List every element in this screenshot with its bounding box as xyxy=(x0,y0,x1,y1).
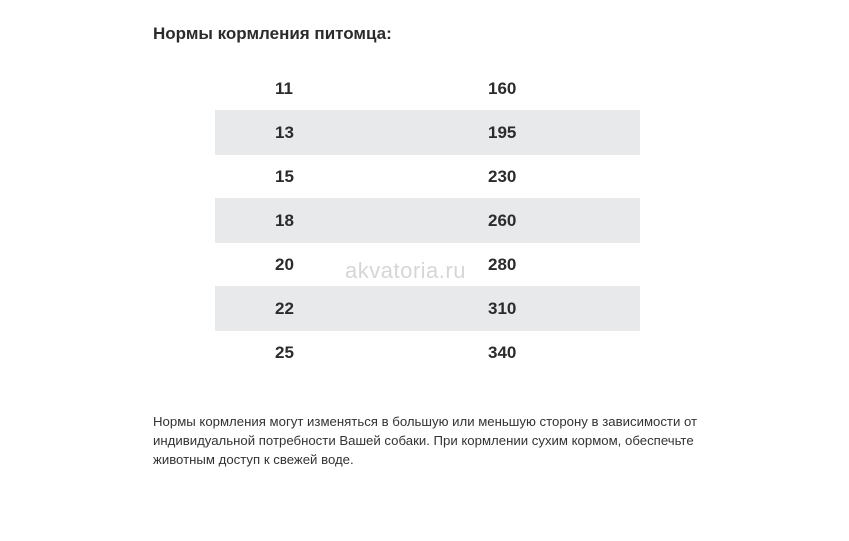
table-row xyxy=(215,110,640,155)
table-cell: 230 xyxy=(488,166,517,186)
table-row xyxy=(215,243,640,286)
table-cell: 260 xyxy=(488,210,517,230)
table-cell: 11 xyxy=(275,78,293,98)
table-cell: 20 xyxy=(275,254,294,274)
table-cell: 195 xyxy=(488,122,517,142)
table-row xyxy=(215,155,640,198)
table-row xyxy=(215,198,640,243)
watermark: akvatoria.ru xyxy=(345,258,466,283)
table-cell: 310 xyxy=(488,298,517,318)
table-cell: 22 xyxy=(275,298,294,318)
feeding-table xyxy=(215,67,640,374)
table-cell: 25 xyxy=(275,342,294,362)
table-cell: 280 xyxy=(488,254,517,274)
feeding-note: Нормы кормления могут изменяться в большую или меньшую сторону в зависимости от индивидуальной потребности Вашей собаки. При кормлении сухим кормом, обеспечьте животным доступ к свежей воде. xyxy=(153,414,698,467)
table-cell: 13 xyxy=(275,122,294,142)
table-cell: 18 xyxy=(275,210,294,230)
table-row xyxy=(215,286,640,331)
table-cell: 160 xyxy=(488,78,517,98)
page-title: Нормы кормления питомца: xyxy=(153,24,392,43)
table-cell: 340 xyxy=(488,342,517,362)
table-row xyxy=(215,67,640,110)
table-cell: 15 xyxy=(275,166,294,186)
table-row xyxy=(215,331,640,374)
